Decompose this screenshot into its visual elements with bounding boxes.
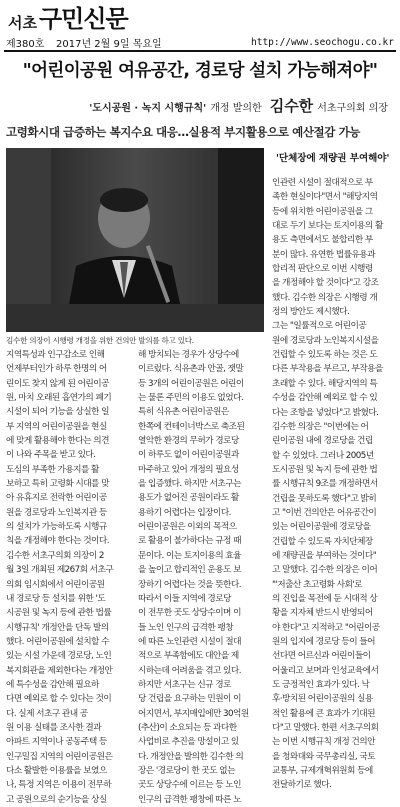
text-line: 부 지역의 어린이공원을 현실 <box>6 421 107 432</box>
text-line: 등 3개의 어린이공원은 어린이 <box>138 378 244 389</box>
text-line: 을 높이고 합리적인 운용도 보 <box>138 565 241 576</box>
text-line: 했다. 김수한 의장은 시행령 개 <box>272 292 378 303</box>
website-url[interactable]: http://www.seochogu.co.kr <box>251 36 394 48</box>
text-line: 에 특수성을 감안해 필요하 <box>6 679 99 690</box>
text-line: 나, 특정 지역은 이용이 전무하 <box>6 780 112 791</box>
text-line: 이 나와 주목을 받고 있다. <box>6 450 96 461</box>
text-line: 적으로 부족함에도 대안을 제 <box>138 651 239 662</box>
text-line: 린이도 찾지 않게 된 어린이공 <box>6 378 109 389</box>
text-line: 다. 개정안을 발의한 김수한 의 <box>138 751 244 762</box>
text-line: 적인 활용에 큰 효과가 기대된 <box>272 708 375 719</box>
text-line: 칙을 개정해야 한다는 것이다. <box>6 536 109 547</box>
text-line: 어지면서, 부지매입에만 30억원 <box>138 708 249 719</box>
masthead-logo <box>8 2 128 34</box>
text-line: 할 수 있었다. 그러나 2005년 <box>272 450 374 461</box>
text-line: 수성을 감안해 예외로 할 수 있 <box>272 393 378 404</box>
text-line: 다소 활발한 이용률을 보였으 <box>6 765 107 776</box>
text-line: 문이다. 이는 토지이용의 효율 <box>138 550 241 561</box>
subheadline-text: 개정 발의한 <box>210 103 262 114</box>
text-line: 고 공원으로의 순기능을 상실 <box>6 794 107 805</box>
text-line: 시공원 및 녹지 등에 관한 법률 <box>6 608 112 619</box>
text-line: 했다. 어린이공원에 설치할 수 <box>6 636 109 647</box>
text-line: 그는 "일률적으로 어린이공 <box>272 321 367 332</box>
article-column-2 <box>138 348 264 805</box>
text-line: 지역특성과 인구감소로 인해 <box>6 350 105 360</box>
text-line: 의 설치가 가능하도록 시행규 <box>6 522 107 533</box>
text-line: 내 경로당 등 설치를 위한 '도 <box>6 593 106 604</box>
text-line: 특히 식유촌 어린이공원은 <box>138 407 229 418</box>
text-line: 다는 조항을 넣었다"고 밝혔다. <box>272 407 379 418</box>
text-line: 선다면 어르신과 어린이들이 <box>272 651 371 662</box>
text-line: 후·방치된 어린이공원의 실용 <box>272 694 373 705</box>
text-line: 대로 두기 보다는 토지이용의 활 <box>272 221 383 232</box>
text-line: 초래할 수 있다. 해당지역의 특 <box>272 378 378 389</box>
photo-caption: 김수한 의장이 시행령 개정을 위한 건의안 발의를 하고 있다. <box>6 336 194 345</box>
text-line: 는 이번 시행규칙 개정 건의안 <box>272 737 375 748</box>
text-line: 다. 실제 서초구 관내 공 <box>6 708 88 719</box>
text-line: 있는 시설 가운데 경로당, 노인 <box>6 651 112 662</box>
issue-date: 2017년 2월 9일 목요일 <box>56 38 162 50</box>
text-line: 원을 경로당과 노인복지관 등 <box>6 507 107 518</box>
text-line: 는 물론 주민의 이용도 없었다. <box>138 393 244 404</box>
text-line: 다"고 말했다. 한편 서초구의회 <box>272 723 379 734</box>
text-line: 건립할 수 있도록 자치단체장 <box>272 536 373 547</box>
text-line: 의 진입을 목전에 둔 시대적 상 <box>272 593 378 604</box>
text-line: 정의 방안도 제시했다. <box>272 307 350 318</box>
masthead-title: 구민신문 <box>38 5 128 33</box>
author-role: 서초구의회 의장 <box>317 103 388 114</box>
text-line: 족한 현실이다"면서 "해당지역 <box>272 192 378 203</box>
text-line: 시설이 되어 기능을 상실한 일 <box>6 407 109 418</box>
text-line: 인구밀집 지역의 어린이공원은 <box>6 751 113 762</box>
text-line: 마주하고 있어 개정의 필요성 <box>138 464 239 475</box>
text-line: 용도가 없어진 공원이라도 활 <box>138 493 239 504</box>
text-line: 이 하루도 없이 어린이공원과 <box>138 450 239 461</box>
text-line: 김수한 서초구의회 의장이 2 <box>6 550 104 561</box>
text-line: 건립을 못하도록 했다"고 밝히 <box>272 493 377 504</box>
text-line: 다면 예외로 할 수 있다는 것이 <box>6 694 112 705</box>
text-line: 도시공원 및 녹지 등에 관한 법 <box>272 464 378 475</box>
text-line: 다른 부작용을 부르고, 부작용을 <box>272 364 383 375</box>
text-line: 원에 경로당과 노인복지시설을 <box>272 335 379 346</box>
text-line: 김수한 의장은 "이번에는 어 <box>272 421 369 432</box>
text-line: 에 맞게 활용해야 한다는 의견 <box>6 436 109 447</box>
article-column-3 <box>272 176 396 791</box>
text-line: 언제부터인가 하루 한명의 어 <box>6 364 107 375</box>
text-line: 에 재량권을 부여하는 것이다" <box>272 550 377 561</box>
text-line: 에 따른 노인관련 시설이 절대 <box>138 636 241 647</box>
text-line: 하지만 서초구는 신규 경로 <box>138 679 231 690</box>
text-line: 도심의 부족한 가용지를 활 <box>6 464 99 475</box>
text-line: 인관련 시설이 절대적으로 부 <box>272 178 373 188</box>
article-deck: 고령화시대 급증하는 복지수요 대응…실용적 부지활용으로 예산절감 가능 <box>6 125 360 139</box>
text-line: 이르렀다. 식유촌과 안골, 잿말 <box>138 364 244 375</box>
text-line: 교통부, 규제개혁위원회 등에 <box>272 766 373 777</box>
article-headline: "어린이공원 여유공간, 경로당 설치 가능해져야" <box>22 61 378 81</box>
text-line: 장은 '경로당이 한 곳도 없는 <box>138 765 235 776</box>
text-line: 고 말했다. 김수한 의장은 이어 <box>272 565 378 576</box>
issue-info-bar <box>6 35 394 49</box>
text-line: 인구의 급격한 팽창에 따른 노 <box>138 794 241 805</box>
text-line: "'저출산 초고령화 사회'로 <box>272 579 362 590</box>
text-line: 복지회관을 제외한다는 개정안 <box>6 665 113 676</box>
text-line: 의회 임시회에서 어린이공원 <box>6 579 105 590</box>
article-sidehead: '단체장에 재량권 부여해야' <box>276 153 390 164</box>
text-line: 을 청와대와 국무총리실, 국토 <box>272 751 375 762</box>
text-line: 아파트 지역이나 공동주택 등 <box>6 737 107 748</box>
text-line: 이 전무한 곳도 상당수이며 이 <box>138 608 241 619</box>
text-line: 야 한다"고 지적하고 "어린이공 <box>272 622 380 633</box>
text-line: 고 "이번 건의안은 어유공간이 <box>272 507 377 518</box>
text-line: 원, 마치 오래된 흡연가의 폐기 <box>6 393 112 404</box>
text-line: 건립할 수 있도록 하는 것은 도 <box>272 350 378 361</box>
text-line: 합리적 판단으로 이번 시행령 <box>272 264 373 275</box>
text-line: 분이 많다. 유연한 법률유용과 <box>272 249 375 260</box>
text-line: 린이공원 내에 경로당을 건립 <box>272 436 373 447</box>
text-line: 곳도 상당수에 이르는 등 노인 <box>138 780 241 791</box>
text-line: 당 건립을 요구하는 민원이 이 <box>138 694 241 705</box>
article-subheadline <box>89 95 388 116</box>
text-line: 따라서 이들 지역에 경로당 <box>138 593 231 604</box>
text-line: 해 방치되는 경우가 상당수에 <box>138 350 239 360</box>
text-line: 용도 측면에서도 불합리한 부 <box>272 235 373 246</box>
text-line: 장하기 어렵다는 것을 뜻한다. <box>138 579 241 590</box>
header-divider <box>4 50 396 52</box>
article-column-1 <box>6 348 132 805</box>
text-line: 아 유휴지로 전락한 어린이공 <box>6 493 107 504</box>
subheadline-quote: '도시공원 · 녹지 시행규칙' <box>89 103 207 114</box>
text-line: (추산)이 소요되는 등 과다한 <box>138 722 237 733</box>
text-line: 로 활용이 불가하다는 규정 때 <box>138 536 241 547</box>
text-line: 있는 어린이공원에 경로당을 <box>272 522 371 533</box>
text-line: 원의 입지에 경로당 등이 들어 <box>272 637 375 647</box>
text-line: 등에 위치한 어린이공원을 그 <box>272 206 373 217</box>
text-line: 시하는데 어려움을 겪고 있다. <box>138 665 241 676</box>
text-line: 원 이용 실태를 조사한 결과 <box>6 722 102 733</box>
text-line: 용하기 어렵다는 입장이다. <box>138 507 231 518</box>
text-line: 을 입증했다. 하지만 서초구는 <box>138 479 241 490</box>
author-name: 김수한 <box>269 97 314 115</box>
text-line: 월 3일 개최된 제267회 서초구 <box>6 565 114 576</box>
article-photo <box>6 148 264 332</box>
text-line: 사업비로 추진을 망설이고 있 <box>138 737 239 748</box>
text-line: 열악한 환경의 무허가 경로당 <box>138 436 239 447</box>
text-line: 어린이공원은 이외의 목적으 <box>138 522 237 533</box>
masthead-prefix: 서초 <box>8 14 37 32</box>
text-line: 들 노인 인구의 급격한 팽창 <box>138 622 234 633</box>
text-line: 보하고 특히 고령화 시대를 맞 <box>6 479 109 490</box>
text-line: 을 개정해야 할 것이다"고 강조 <box>272 278 379 289</box>
text-line: 한쪽에 컨테이너박스로 축조된 <box>138 421 245 432</box>
text-line: 어울리고 보며과 인성교육에서 <box>272 665 379 676</box>
text-line: 시행규칙' 개정안을 단독 발의 <box>6 622 109 633</box>
text-line: 률 시행규칙 9조를 개정하면서 <box>272 479 378 490</box>
text-line: 도 긍정적인 효과가 있다. 낙 <box>272 680 370 691</box>
issue-number: 제380호 <box>6 38 45 50</box>
text-line: 전달하기로 했다. <box>272 780 332 791</box>
text-line: 황을 지자체 반드시 반영되어 <box>272 608 373 619</box>
